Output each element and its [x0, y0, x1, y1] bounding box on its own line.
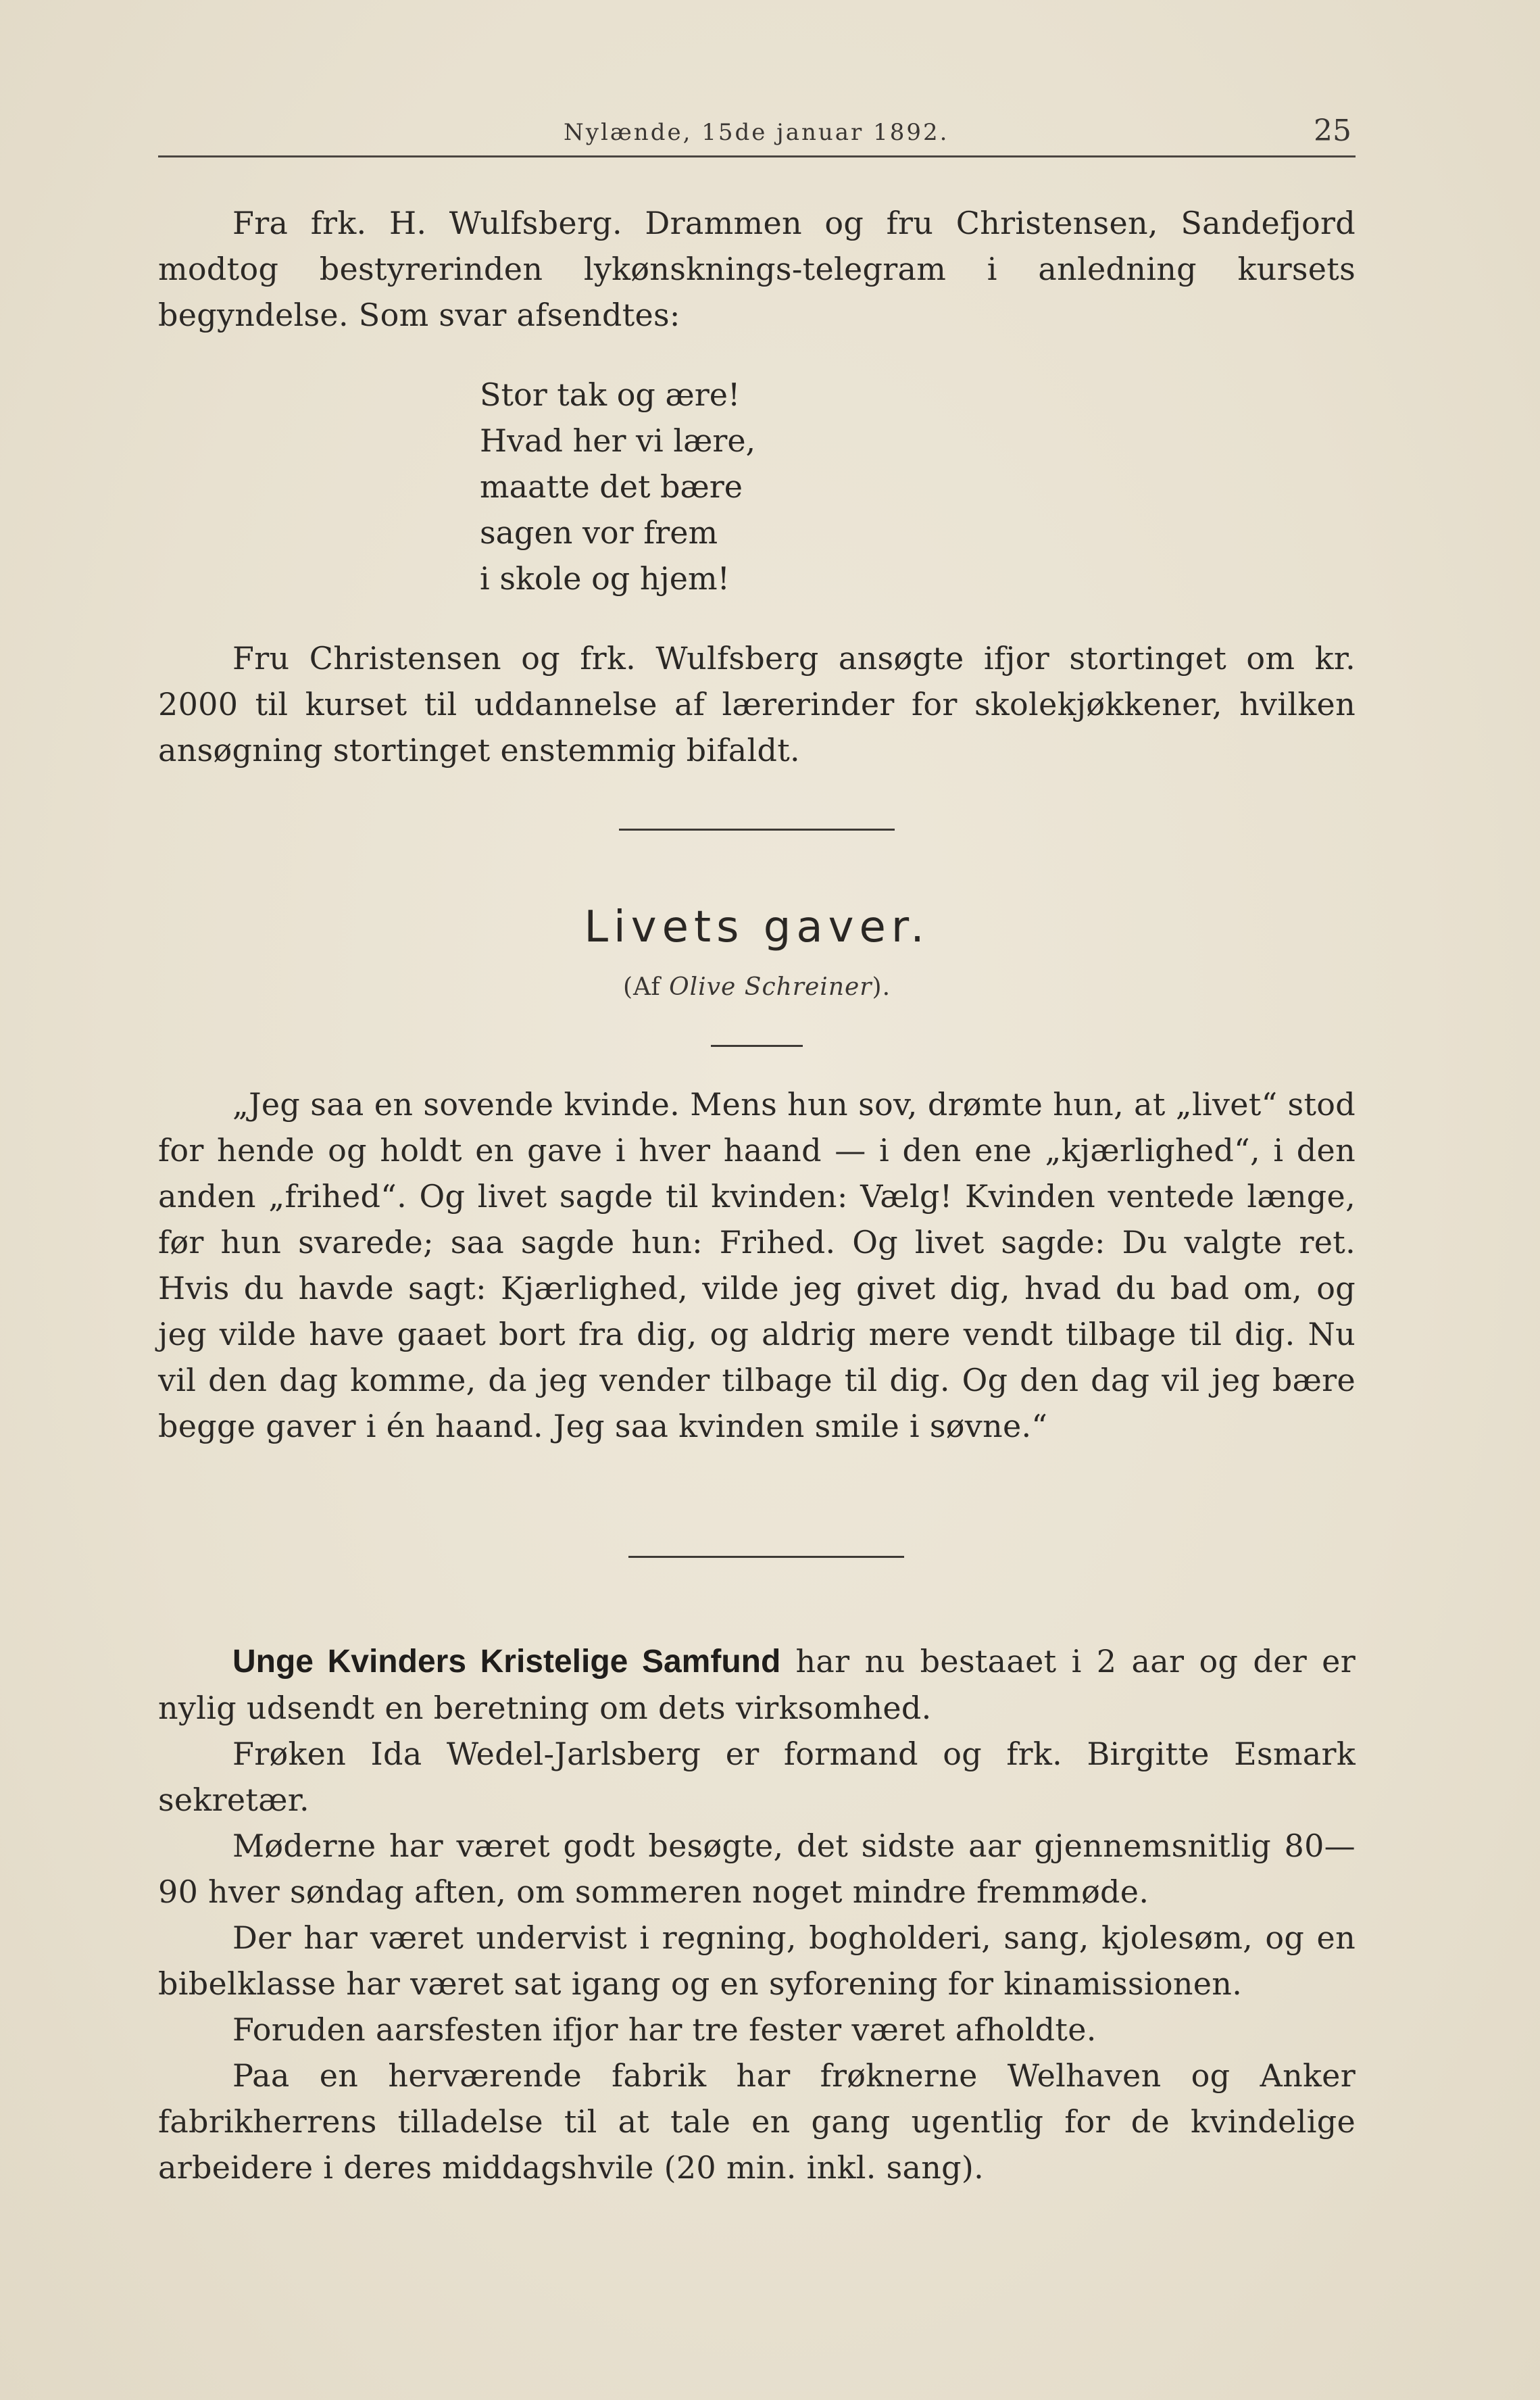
ukks-section: [158, 1638, 1356, 2190]
section-divider: [628, 1556, 904, 1558]
paragraph-telegram: Fra frk. H. Wulfsberg. Drammen og fru Christensen, Sandefjord modtog bestyrerinden lykønsknings-telegram i anledning kursets begyndelse. Som svar afsendtes:: [158, 205, 1356, 333]
letter-paragraph: [158, 200, 1356, 338]
running-title: Nylænde, 15de januar 1892.: [564, 119, 949, 146]
stortinget-paragraph: [158, 635, 1356, 773]
poem-line: Hvad her vi lære,: [480, 422, 756, 459]
story-body: [158, 1081, 1356, 1449]
paragraph-ukks-festivals: Foruden aarsfesten ifjor har tre fester været afholdte.: [232, 2011, 1097, 2048]
byline-author: Olive Schreiner: [669, 973, 872, 1001]
poem-line: sagen vor frem: [480, 514, 718, 551]
poem: [480, 372, 755, 602]
short-divider: [711, 1045, 803, 1047]
byline-prefix: (Af: [622, 973, 670, 1001]
poem-line: maatte det bære: [480, 468, 743, 505]
poem-line: Stor tak og ære!: [480, 376, 741, 413]
ukks-intro-text: har nu bestaaet i 2 aar og der er nylig udsendt en beretning om dets virksomhed.: [158, 1643, 1356, 1726]
article-title: Livets gaver.: [584, 902, 930, 952]
poem-line: i skole og hjem!: [480, 560, 730, 597]
section-divider: [619, 829, 895, 831]
page-number: 25: [1314, 114, 1351, 148]
paragraph-ukks-board: Frøken Ida Wedel-Jarlsberg er formand og frk. Birgitte Esmark sekretær.: [158, 1736, 1356, 1818]
paragraph-ukks-intro: [158, 1638, 1356, 1731]
paragraph-ukks-meetings: Møderne har været godt besøgte, det sidste aar gjennemsnitlig 80—90 hver søndag aften, om sommeren noget mindre fremmøde.: [158, 1828, 1356, 1910]
paragraph-story: „Jeg saa en sovende kvinde. Mens hun sov, drømte hun, at „livet“ stod for hende og holdt en gave i hver haand — i den ene „kjærlighed“, i den anden „frihed“. Og livet sagde til kvinden: Vælg! Kvinden ventede længe, før hun svarede; saa sagde hun: Frihed. Og livet sagde: Du valgte ret. Hvis du havde sagt: Kjærlighed, vilde jeg givet dig, hvad du bad om, og jeg vilde have gaaet bort fra dig, og aldrig mere vendt tilbage til dig. Nu vil den dag komme, da jeg vender tilbage til dig. Og den dag vil jeg bære begge gaver i én haand. Jeg saa kvinden smile i søvne.“: [158, 1086, 1356, 1444]
paragraph-stortinget: Fru Christensen og frk. Wulfsberg ansøgte ifjor stortinget om kr. 2000 til kurset til uddannelse af lærerinder for skolekjøkkener, hvilken ansøgning stortinget enstemmig bifaldt.: [158, 640, 1356, 768]
paragraph-ukks-teaching: Der har været undervist i regning, bogholderi, sang, kjolesøm, og en bibelklasse har været sat igang og en syforening for kinamissionen.: [158, 1919, 1356, 2002]
paragraph-ukks-factory: Paa en herværende fabrik har frøknerne Welhaven og Anker fabrikherrens tilladelse til at tale en gang ugentlig for de kvindelige arbeidere i deres middagshvile (20 min. inkl. sang).: [158, 2057, 1356, 2186]
byline-suffix: ).: [872, 973, 891, 1001]
article-byline: [158, 973, 1356, 1001]
organization-name: Unge Kvinders Kristelige Samfund: [232, 1644, 781, 1680]
page-header: [158, 114, 1356, 157]
